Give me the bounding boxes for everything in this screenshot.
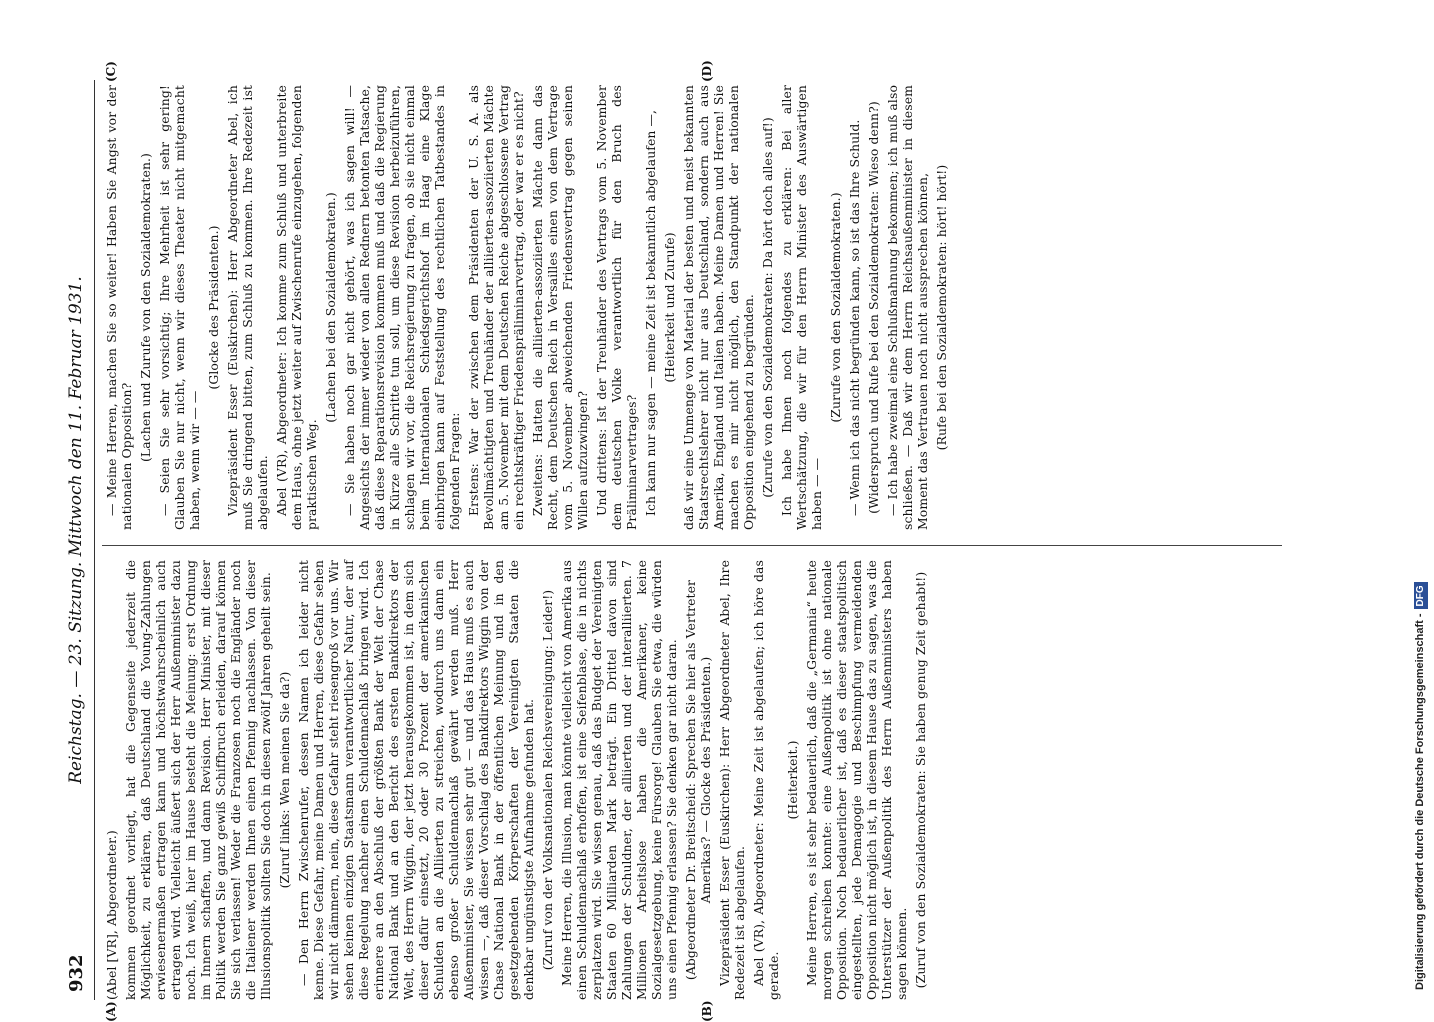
running-title: Reichstag. — 23. Sitzung. Mittwoch den 11. Februar 1931.	[66, 220, 86, 840]
interjection: (Heiterkeit und Zurufe)	[662, 85, 677, 530]
paragraph: Ich kann nur sagen — meine Zeit ist bekanntlich abgelaufen —,	[643, 85, 658, 530]
interjection: (Zurufe von den Sozialdemokraten.)	[828, 85, 843, 530]
speaker-continuation: (Abel [VR], Abgeordneter.)	[104, 560, 119, 1000]
interjection: (Zuruf links: Wen meinen Sie da?)	[277, 560, 292, 1000]
paragraph: Abel (VR), Abgeordneter: Ich komme zum Schluß und unterbreite dem Haus, ohne jetzt weiter auf Zwischenrufe einzugehen, folgenden praktischen Weg.	[274, 85, 319, 530]
digitization-sidebar	[1408, 10, 1432, 990]
paragraph: Zweitens: Hatten die alliierten-assoziierten Mächte dann das Recht, dem Deutschen Reich in Versailles einen von dem Vertrage vom 5. November abweichenden Friedensvertrag gegen seinen Willen aufzuzwingen?	[530, 85, 590, 530]
interjection: (Widerspruch und Rufe bei den Sozialdemokraten: Wieso denn?)	[866, 85, 881, 530]
paragraph: — Wenn ich das nicht begründen kann, so ist das Ihre Schuld.	[847, 85, 862, 530]
paragraph: Abel (VR), Abgeordneter: Meine Zeit ist abgelaufen; ich höre das gerade.	[751, 560, 781, 1000]
interjection: (Glocke des Präsidenten.)	[206, 85, 221, 530]
paragraph: — Meine Herren, machen Sie so weiter! Haben Sie Angst vor der nationalen Opposition?	[104, 85, 134, 530]
paragraph: Und drittens: Ist der Treuhänder des Vertrags vom 5. November dem deutschen Volke verantwortlich für den Bruch des Präliminarvertrages?	[594, 85, 639, 530]
interjection: (Zuruf von den Sozialdemokraten: Sie haben genug Zeit gehabt!)	[913, 560, 928, 1000]
paragraph: Erstens: War der zwischen dem Präsidenten der U. S. A. als Bevollmächtigten und Treuhänder der alliierten-assoziierten Mächte am 5. November mit dem Deutschen Reiche abgeschlossene Vertrag ein rechtskräftiger Friedenspräliminarvertrag, oder war er es nicht?	[466, 85, 526, 530]
rotated-page-content	[60, 80, 1300, 1000]
page-number: 932	[66, 954, 87, 992]
funding-credit	[1408, 10, 1432, 990]
interjection: (Lachen und Zurufe von den Sozialdemokraten.)	[138, 85, 153, 530]
text-column-right	[104, 85, 1284, 530]
paragraph: kommen geordnet vorliegt, hat die Gegenseite jederzeit die Möglichkeit, zu erklären, daß Deutschland die Young-Zahlungen erwiesenermaßen ertragen kann und höchstwahrscheinlich auch ertragen wird. Vielleicht äußert sich der Herr Außenminister dazu noch. Ich weiß, hier im Hause besteht die Meinung: erst Ordnung im Innern schaffen, und dann Revision. Herr Minister, mit dieser Politik werden Sie ganz gewiß Schiffbruch erleiden, darauf können Sie sich verlassen! Weder die Franzosen noch die Engländer noch die Italiener werden Ihnen einen Pfennig nachlassen. Von dieser Illusionspolitik sollten Sie doch in diesen zwölf Jahren geheilt sein.	[123, 560, 273, 1000]
interjection: (Lachen bei den Sozialdemokraten.)	[323, 85, 338, 530]
interjection: (Abgeordneter Dr. Breitscheid: Sprechen Sie hier als Vertreter Amerikas? — Glocke des Präsidenten.)	[683, 560, 713, 1000]
paragraph: Meine Herren, es ist sehr bedauerlich, daß die „Germania“ heute morgen schreiben konnte: eine Außenpolitik ist ohne nationale Opposition. Noch bedauerlicher ist, daß es dieser staatspolitisch eingestellten, jede Demagogie und Beschimpfung vermeidenden Opposition nicht möglich ist, in diesem Hause das zu sagen, was die Unterstützer der Außenpolitik des Herrn Außenministers haben sagen können.	[804, 560, 909, 1000]
paragraph: — Sie haben noch gar nicht gehört, was ich sagen will! — Angesichts der immer wieder von allen Rednern betonten Tatsache, daß diese Reparationsrevision kommen muß und daß die Regierung in Kürze alle Schritte tun soll, um diese Revision herbeizuführen, schlagen wir vor, die Reichsregierung zu fragen, ob sie nicht einmal beim Internationalen Schiedsgerichtshof im Haag eine Klage einbringen kann auf Feststellung des rechtlichen Tatbestandes in folgenden Fragen:	[342, 85, 462, 530]
margin-mark-c: (C)	[104, 61, 118, 82]
margin-mark-d: (D)	[700, 60, 714, 82]
funding-credit-text: Digitalisierung gefördert durch die Deutsche Forschungsgemeinschaft -	[1414, 613, 1426, 990]
column-divider	[102, 545, 1282, 546]
page-header	[66, 80, 96, 1000]
paragraph: — Seien Sie sehr vorsichtig; Ihre Mehrheit ist sehr gering! Glauben Sie nur nicht, wenn wir dieses Theater nicht mitgemacht haben, wenn wir — —	[157, 85, 202, 530]
paragraph: Vizepräsident Esser (Euskirchen): Herr Abgeordneter Abel, Ihre Redezeit ist abgelaufen.	[717, 560, 747, 1000]
interjection: (Zurufe von den Sozialdemokraten: Da hört doch alles auf!)	[760, 85, 775, 530]
paragraph: Vizepräsident Esser (Euskirchen): Herr Abgeordneter Abel, ich muß Sie dringend bitten, zum Schluß zu kommen. Ihre Redezeit ist abgelaufen.	[225, 85, 270, 530]
paragraph: Ich habe Ihnen noch folgendes zu erklären: Bei aller Wertschätzung, die wir für den Herrn Minister des Auswärtigen haben — —	[779, 85, 824, 530]
margin-mark-a: (A)	[104, 1001, 118, 1022]
dfg-logo: DFG	[1414, 582, 1428, 609]
interjection: (Zuruf von der Volksnationalen Reichsvereinigung: Leider!)	[540, 560, 555, 1000]
margin-mark-b: (B)	[700, 1001, 714, 1022]
paragraph: daß wir eine Unmenge von Material der besten und meist bekannten Staatsrechtslehrer nicht nur aus Deutschland, sondern auch aus Amerika, England und Italien haben. Meine Damen und Herren! Sie machen es mir nicht möglich, den Standpunkt der nationalen Opposition eingehend zu begründen.	[681, 85, 756, 530]
paragraph: Meine Herren, die Illusion, man könnte vielleicht von Amerika aus einen Schuldennachlaß erhoffen, ist eine Seifenblase, die in nichts zerplatzen wird. Sie wissen genau, daß das Budget der Vereinigten Staaten 60 Milliarden Mark beträgt. Ein Drittel davon sind Zahlungen der Schuldner, der alliierten und der interalliierten. 7 Millionen Arbeitslose haben die Amerikaner, keine Sozialgesetzgebung, keine Fürsorge! Glauben Sie etwa, die würden uns einen Pfennig erlassen? Sie denken gar nicht daran.	[559, 560, 679, 1000]
interjection: (Rufe bei den Sozialdemokraten: hört! hört!)	[934, 85, 949, 530]
paragraph: — Ich habe zweimal eine Schlußmahnung bekommen; ich muß also schließen. — Daß wir dem Herrn Reichsaußenminister in diesem Moment das Vertrauen noch nicht aussprechen können,	[885, 85, 930, 530]
text-column-left	[104, 560, 1284, 1000]
interjection: (Heiterkeit.)	[785, 560, 800, 1000]
paragraph: — Den Herrn Zwischenrufer, dessen Namen ich leider nicht kenne. Diese Gefahr, meine Damen und Herren, diese Gefahr sehen wir nicht dämmern, nein, diese Gefahr steht riesengroß vor uns. Wir sehen keinen einzigen Staatsmann verantwortlicher Natur, der auf diese Regelung nachher einen Schuldennachlaß bringen wird. Ich erinnere an den Abschluß der größten Bank der Welt der Chase National Bank und an den Bericht des ersten Bankdirektors der Welt, des Herrn Wiggin, der jetzt herausgekommen ist, in dem sich dieser dafür einsetzt, 20 oder 30 Prozent der amerikanischen Schulden an die Alliierten zu streichen, wodurch uns dann ein ebenso großer Schuldennachlaß gewährt werden muß. Herr Außenminister, Sie wissen sehr gut — und das Haus muß es auch wissen —, daß dieser Vorschlag des Bankdirektors Wiggin von der Chase National Bank in der öffentlichen Meinung und in den gesetzgebenden Körperschaften der Vereinigten Staaten die denkbar ungünstigste Aufnahme gefunden hat.	[296, 560, 536, 1000]
header-rule	[94, 80, 95, 1000]
